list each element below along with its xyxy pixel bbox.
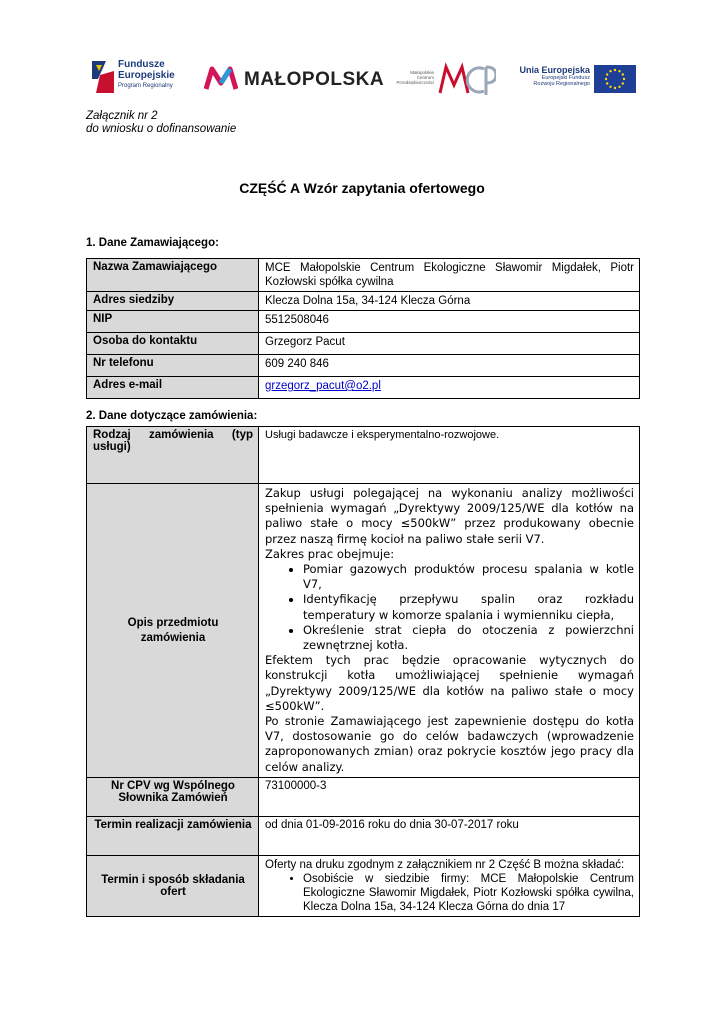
description-scope: Zakres prac obejmuje: bbox=[265, 546, 395, 561]
logo-bar bbox=[88, 55, 633, 103]
annex-line2: do wniosku o dofinansowanie bbox=[86, 123, 237, 135]
cpv-label: Nr CPV wg Wspólnego Słownika Zamówień bbox=[87, 777, 259, 816]
order-details-table bbox=[86, 426, 640, 917]
description-label-line2: zamówienia bbox=[140, 631, 206, 644]
unia-europejska-logo bbox=[506, 55, 636, 103]
term-value: od dnia 01-09-2016 roku do dnia 30-07-2017 roku bbox=[259, 816, 640, 855]
malopolska-wordmark: MAŁOPOLSKA bbox=[244, 69, 385, 90]
contracting-authority-table bbox=[86, 258, 640, 399]
table-row bbox=[87, 777, 640, 816]
row-label: Adres siedziby bbox=[87, 292, 259, 311]
fundusze-europejskie-logo bbox=[88, 55, 188, 103]
mcp-letters-icon bbox=[438, 61, 496, 97]
table-row bbox=[87, 292, 640, 311]
row-value: 5512508046 bbox=[259, 311, 640, 333]
fe-flag-icon bbox=[92, 61, 114, 93]
malopolska-logo bbox=[204, 55, 385, 103]
ue-title: Unia Europejska bbox=[519, 65, 590, 75]
table-row bbox=[87, 816, 640, 855]
email-row-value bbox=[259, 377, 640, 399]
annex-note bbox=[86, 110, 236, 136]
scope-list bbox=[265, 562, 634, 653]
description-side: Po stronie Zamawiającego jest zapewnienie dostępu do kotła V7, dostosowanie go do celów badawczych (wprowadzenie zaproponowanych zmian) oraz pokrycie kosztów jego pracy dla celów analizy. bbox=[265, 714, 634, 774]
type-label: Rodzaj zamówienia (typ usługi) bbox=[87, 427, 259, 484]
row-label: Nr telefonu bbox=[87, 355, 259, 377]
section2-heading: 2. Dane dotyczące zamówienia: bbox=[86, 410, 258, 422]
row-value: 609 240 846 bbox=[259, 355, 640, 377]
cpv-value: 73100000-3 bbox=[259, 777, 640, 816]
list-item: • Identyfikację przepływu spalin oraz rozkładu temperatury w komorze spalania i wymienniku ciepła, bbox=[303, 592, 634, 622]
table-row bbox=[87, 484, 640, 778]
eu-flag-icon bbox=[594, 65, 636, 93]
description-effect: Efektem tych prac będzie opracowanie wytycznych do konstrukcji kotła umożliwiającej spełnienie wymagań „Dyrektywy 2009/125/WE dla kotłów na paliwo stałe o mocy ≤500kW”. bbox=[265, 653, 634, 713]
type-value: Usługi badawcze i eksperymentalno-rozwojowe. bbox=[259, 427, 640, 484]
section1-heading: 1. Dane Zamawiającego: bbox=[86, 237, 219, 249]
annex-line1: Załącznik nr 2 bbox=[86, 110, 158, 122]
table-row bbox=[87, 259, 640, 292]
row-value: Klecza Dolna 15a, 34-124 Klecza Górna bbox=[259, 292, 640, 311]
table-row bbox=[87, 427, 640, 484]
malopolska-mark-icon bbox=[204, 65, 238, 91]
ue-sub2: Rozwoju Regionalnego bbox=[533, 81, 590, 87]
fe-line2: Europejskie bbox=[118, 70, 175, 81]
description-value bbox=[259, 484, 640, 778]
ue-sub1: Europejski Fundusz bbox=[541, 75, 590, 81]
row-value: MCE Małopolskie Centrum Ekologiczne Sławomir Migdałek, Piotr Kozłowski spółka cywilna bbox=[259, 259, 640, 292]
description-label-line1: Opis przedmiotu bbox=[127, 616, 219, 629]
description-intro: Zakup usługi polegającej na wykonaniu analizy możliwości spełnienia wymagań „Dyrektywy 2009/125/WE dla kotłów na paliwo stałe o mocy ≤500kW” przez produkowany obecnie przez naszą firmę kocioł na paliwo stałe serii V7. bbox=[265, 486, 634, 546]
table-row bbox=[87, 311, 640, 333]
offer-list bbox=[265, 872, 634, 914]
fe-line1: Fundusze bbox=[118, 59, 165, 70]
table-row bbox=[87, 333, 640, 355]
offer-label: Termin i sposób składania ofert bbox=[87, 855, 259, 916]
table-row bbox=[87, 377, 640, 399]
row-label: Nazwa Zamawiającego bbox=[87, 259, 259, 292]
document-title: CZĘŚĆ A Wzór zapytania ofertowego bbox=[239, 180, 485, 196]
row-label: Osoba do kontaktu bbox=[87, 333, 259, 355]
table-row bbox=[87, 355, 640, 377]
email-link[interactable]: grzegorz_pacut@o2.pl bbox=[265, 380, 381, 392]
table-row bbox=[87, 855, 640, 916]
term-label: Termin realizacji zamówienia bbox=[87, 816, 259, 855]
offer-value bbox=[259, 855, 640, 916]
row-label: NIP bbox=[87, 311, 259, 333]
row-label: Adres e-mail bbox=[87, 377, 259, 399]
mcp-small-text: Małopolskie Centrum Przedsiębiorczości bbox=[396, 70, 434, 85]
description-label bbox=[87, 484, 259, 778]
list-item: • Osobiście w siedzibie firmy: MCE Małopolskie Centrum Ekologiczne Sławomir Migdałek, Piotr Kozłowski spółka cywilna, Klecza Dolna 15a, 34-124 Klecza Górna do dnia 17 bbox=[303, 872, 634, 914]
row-value: Grzegorz Pacut bbox=[259, 333, 640, 355]
offer-intro: Oferty na druku zgodnym z załącznikiem nr 2 Część B można składać: bbox=[265, 858, 625, 871]
mcp-logo bbox=[396, 55, 496, 103]
list-item: • Określenie strat ciepła do otoczenia z powierzchni zewnętrznej kotła. bbox=[303, 623, 634, 653]
list-item: • Pomiar gazowych produktów procesu spalania w kotle V7, bbox=[303, 562, 634, 592]
fe-line3: Program Regionalny bbox=[118, 83, 173, 89]
